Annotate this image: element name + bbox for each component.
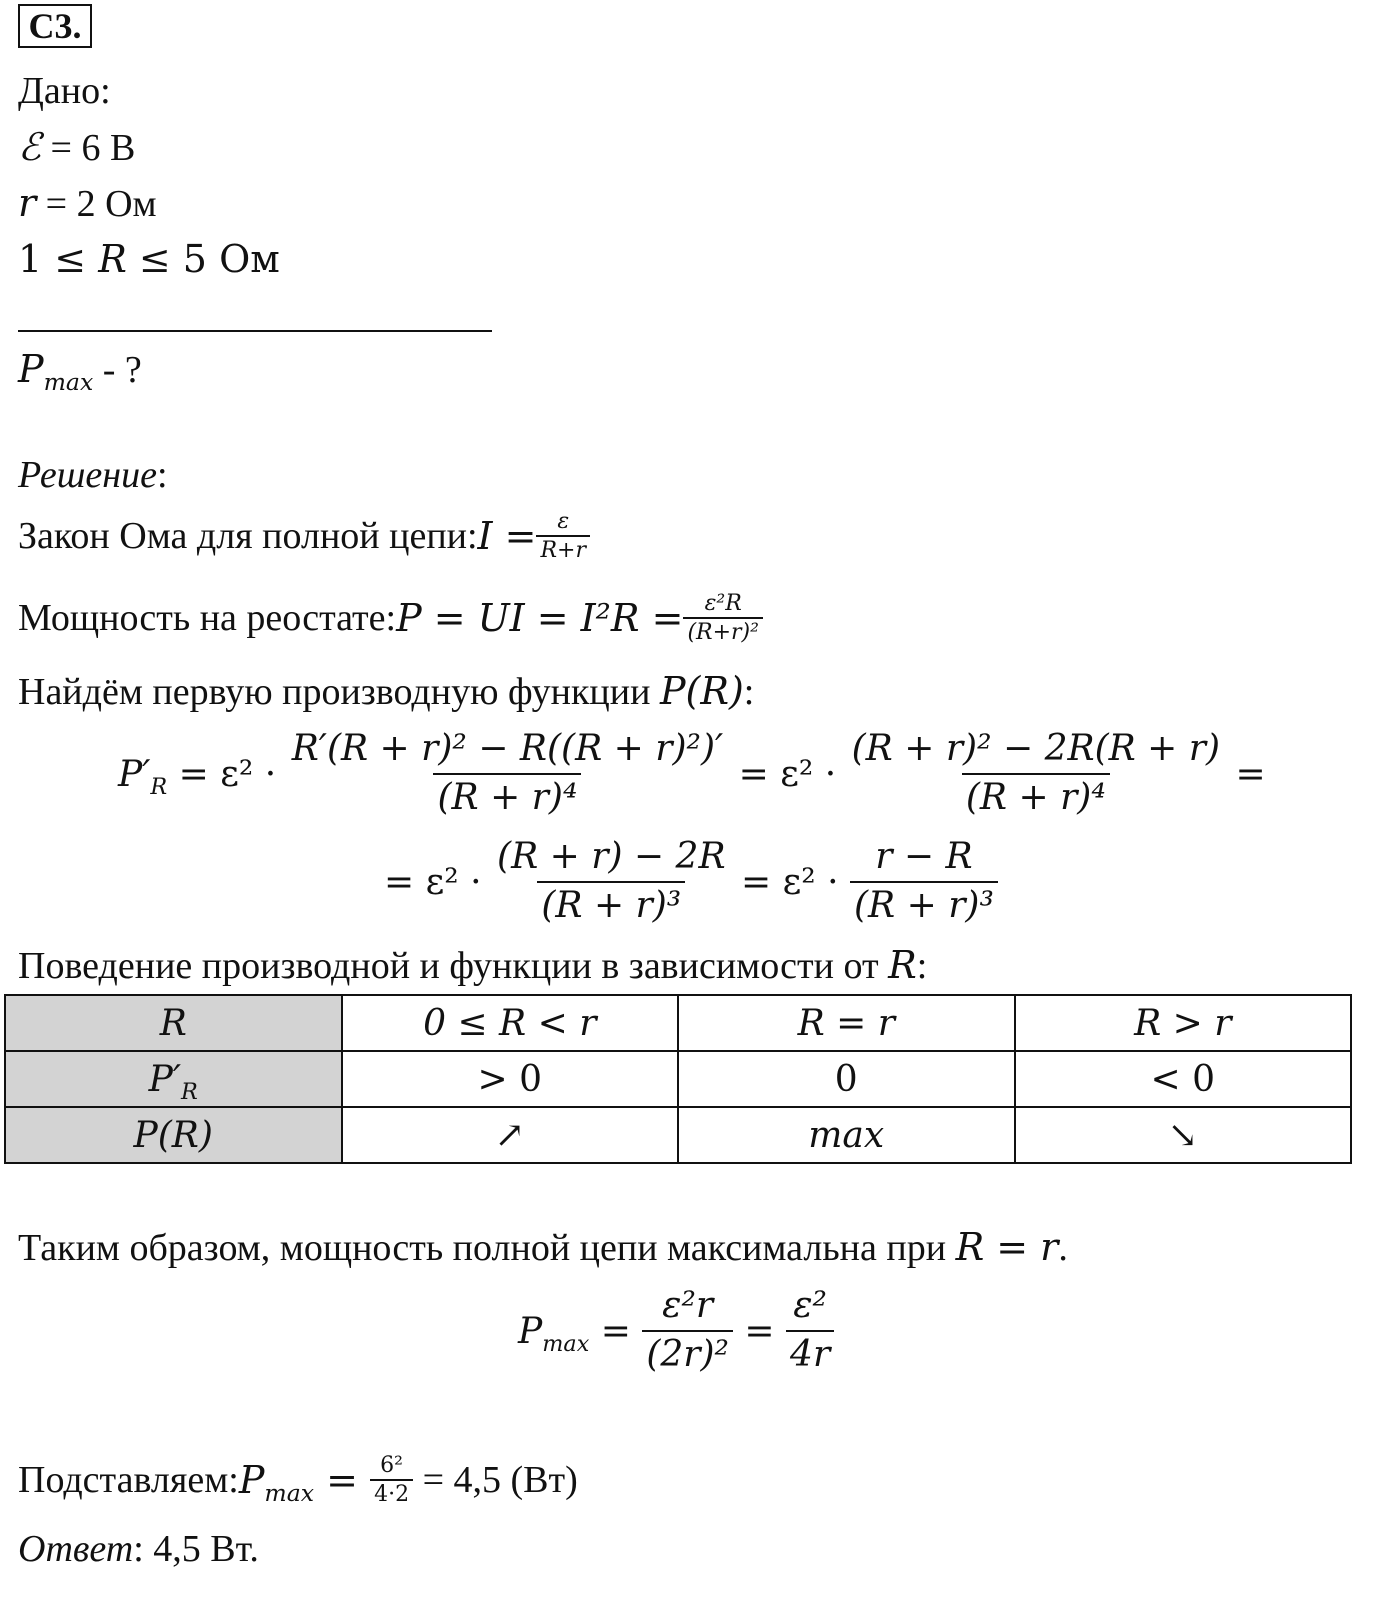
table-cell-header: P(R) — [5, 1107, 342, 1163]
conclusion-condition: R = r — [955, 1225, 1059, 1269]
behavior-intro — [18, 943, 928, 987]
answer-line — [18, 1530, 259, 1568]
range-end: ≤ 5 Ом — [126, 237, 280, 281]
eq1-lhs-subscript: R — [150, 773, 168, 800]
given-emf — [18, 125, 136, 169]
substitution-numerator: 6² — [380, 1452, 403, 1478]
find-line — [18, 347, 142, 397]
emf-symbol: ℰ — [18, 125, 42, 169]
substitution-lhs: $P_{max}$ — [238, 1458, 315, 1508]
eq2-numerator-1: (R + r) − 2R — [497, 836, 726, 878]
ohm-denominator: R+r — [536, 535, 590, 565]
conclusion-text: Таким образом, мощность полной цепи максимальна при — [18, 1227, 956, 1269]
table-subscript: R — [181, 1078, 198, 1105]
pmax-numerator-2: ε² — [793, 1285, 827, 1327]
behavior-R: R — [888, 943, 917, 987]
pmax-denominator-2: 4r — [786, 1330, 834, 1379]
eq2-fraction-2 — [850, 834, 998, 930]
table-row — [5, 1051, 1351, 1107]
power-numerator: ε²R — [704, 590, 742, 616]
ohm-text: Закон Ома для полной цепи: — [18, 515, 478, 557]
pmax-equals-2: = — [732, 1310, 787, 1352]
table-cell: ↘ — [1015, 1107, 1352, 1163]
given-r — [18, 181, 157, 225]
substitution-denominator: 4·2 — [370, 1479, 413, 1509]
eq2-middle: = ε² · — [729, 861, 851, 903]
table-cell: > 0 — [342, 1051, 679, 1107]
power-fraction — [683, 590, 763, 647]
substitution-subscript: max — [264, 1479, 315, 1508]
derivative-equation-2 — [384, 830, 998, 934]
find-symbol: P — [18, 347, 44, 391]
pmax-denominator-1: (2r)² — [642, 1330, 733, 1379]
eq1-denominator-1: (R + r)⁴ — [433, 773, 581, 822]
eq1-middle: = ε² · — [727, 753, 848, 795]
r-value: = 2 Ом — [36, 183, 157, 225]
ohm-lhs: I = — [477, 514, 537, 558]
eq1-numerator-2: (R + r)² − 2R(R + r) — [851, 728, 1221, 770]
eq1-fraction-1 — [288, 726, 727, 822]
substitution-equals: = — [314, 1458, 371, 1502]
eq1-denominator-2: (R + r)⁴ — [962, 773, 1110, 822]
problem-label: С3. — [18, 4, 92, 48]
answer-label: Ответ — [18, 1528, 134, 1570]
substitution-fraction — [370, 1452, 413, 1509]
eq1-end: = — [1224, 753, 1266, 795]
eq2-numerator-2: r − R — [875, 836, 973, 878]
find-subscript: max — [43, 368, 94, 397]
derivative-equation-1 — [118, 722, 1266, 826]
pmax-lhs: $P_{max}$ — [518, 1310, 590, 1357]
behavior-colon: : — [916, 945, 928, 987]
given-title: Дано: — [18, 70, 111, 112]
eq2-fraction-1 — [493, 834, 730, 930]
pmax-equals: = — [589, 1310, 643, 1352]
ohm-law-line — [18, 500, 590, 572]
eq1-fraction-2 — [848, 726, 1224, 822]
table-cell: R = r — [678, 995, 1015, 1051]
table-cell-header: R — [5, 995, 342, 1051]
substitution-result: = 4,5 (Вт) — [413, 1459, 578, 1501]
solution-title — [18, 456, 168, 494]
solution-label: Решение — [18, 454, 157, 496]
substitution-text: Подставляем: — [18, 1459, 239, 1501]
conclusion-line — [18, 1225, 1068, 1269]
ohm-fraction — [536, 508, 590, 565]
eq2-denominator-1: (R + r)³ — [537, 881, 685, 930]
derivative-text: Найдём первую производную функции — [18, 671, 660, 713]
eq1-equals: = ε² · — [167, 753, 288, 795]
pmax-numerator-1: ε²r — [662, 1285, 714, 1327]
eq2-start: = ε² · — [384, 861, 494, 903]
ohm-numerator: ε — [557, 508, 570, 534]
pmax-formula — [518, 1276, 834, 1386]
conclusion-dot: . — [1058, 1227, 1068, 1269]
table-cell: ↗ — [342, 1107, 679, 1163]
answer-value: : 4,5 Вт. — [133, 1528, 259, 1570]
table-cell: max — [678, 1107, 1015, 1163]
eq1-numerator-1: R′(R + r)² − R((R + r)²)′ — [291, 728, 724, 770]
table-cell: R > r — [1015, 995, 1352, 1051]
derivative-intro — [18, 669, 755, 713]
power-lhs: P = UI = I²R = — [396, 596, 684, 640]
table-cell-header: $P'_R$ — [5, 1051, 342, 1107]
given-divider — [18, 330, 492, 332]
range-start: 1 ≤ — [18, 237, 99, 281]
behavior-table — [4, 994, 1352, 1164]
emf-value: = 6 В — [41, 127, 136, 169]
r-symbol: r — [18, 181, 37, 225]
range-R: R — [98, 237, 127, 281]
pmax-subscript: max — [542, 1330, 590, 1357]
table-row — [5, 995, 1351, 1051]
eq2-denominator-2: (R + r)³ — [850, 881, 998, 930]
table-cell: < 0 — [1015, 1051, 1352, 1107]
derivative-colon: : — [743, 671, 755, 713]
find-rest: - ? — [93, 349, 142, 391]
behavior-text: Поведение производной и функции в зависимости от — [18, 945, 889, 987]
eq1-lhs: $P'_R$ — [118, 753, 168, 800]
power-denominator: (R+r)² — [683, 617, 763, 647]
table-cell: 0 ≤ R < r — [342, 995, 679, 1051]
power-text: Мощность на реостате: — [18, 597, 397, 639]
table-cell: 0 — [678, 1051, 1015, 1107]
table-row — [5, 1107, 1351, 1163]
pmax-fraction-1 — [642, 1283, 733, 1379]
power-line — [18, 580, 763, 656]
solution-colon: : — [156, 454, 168, 496]
pmax-fraction-2 — [786, 1283, 834, 1379]
given-range — [18, 237, 280, 281]
derivative-func: P(R) — [659, 669, 744, 713]
substitution-line — [18, 1440, 578, 1520]
